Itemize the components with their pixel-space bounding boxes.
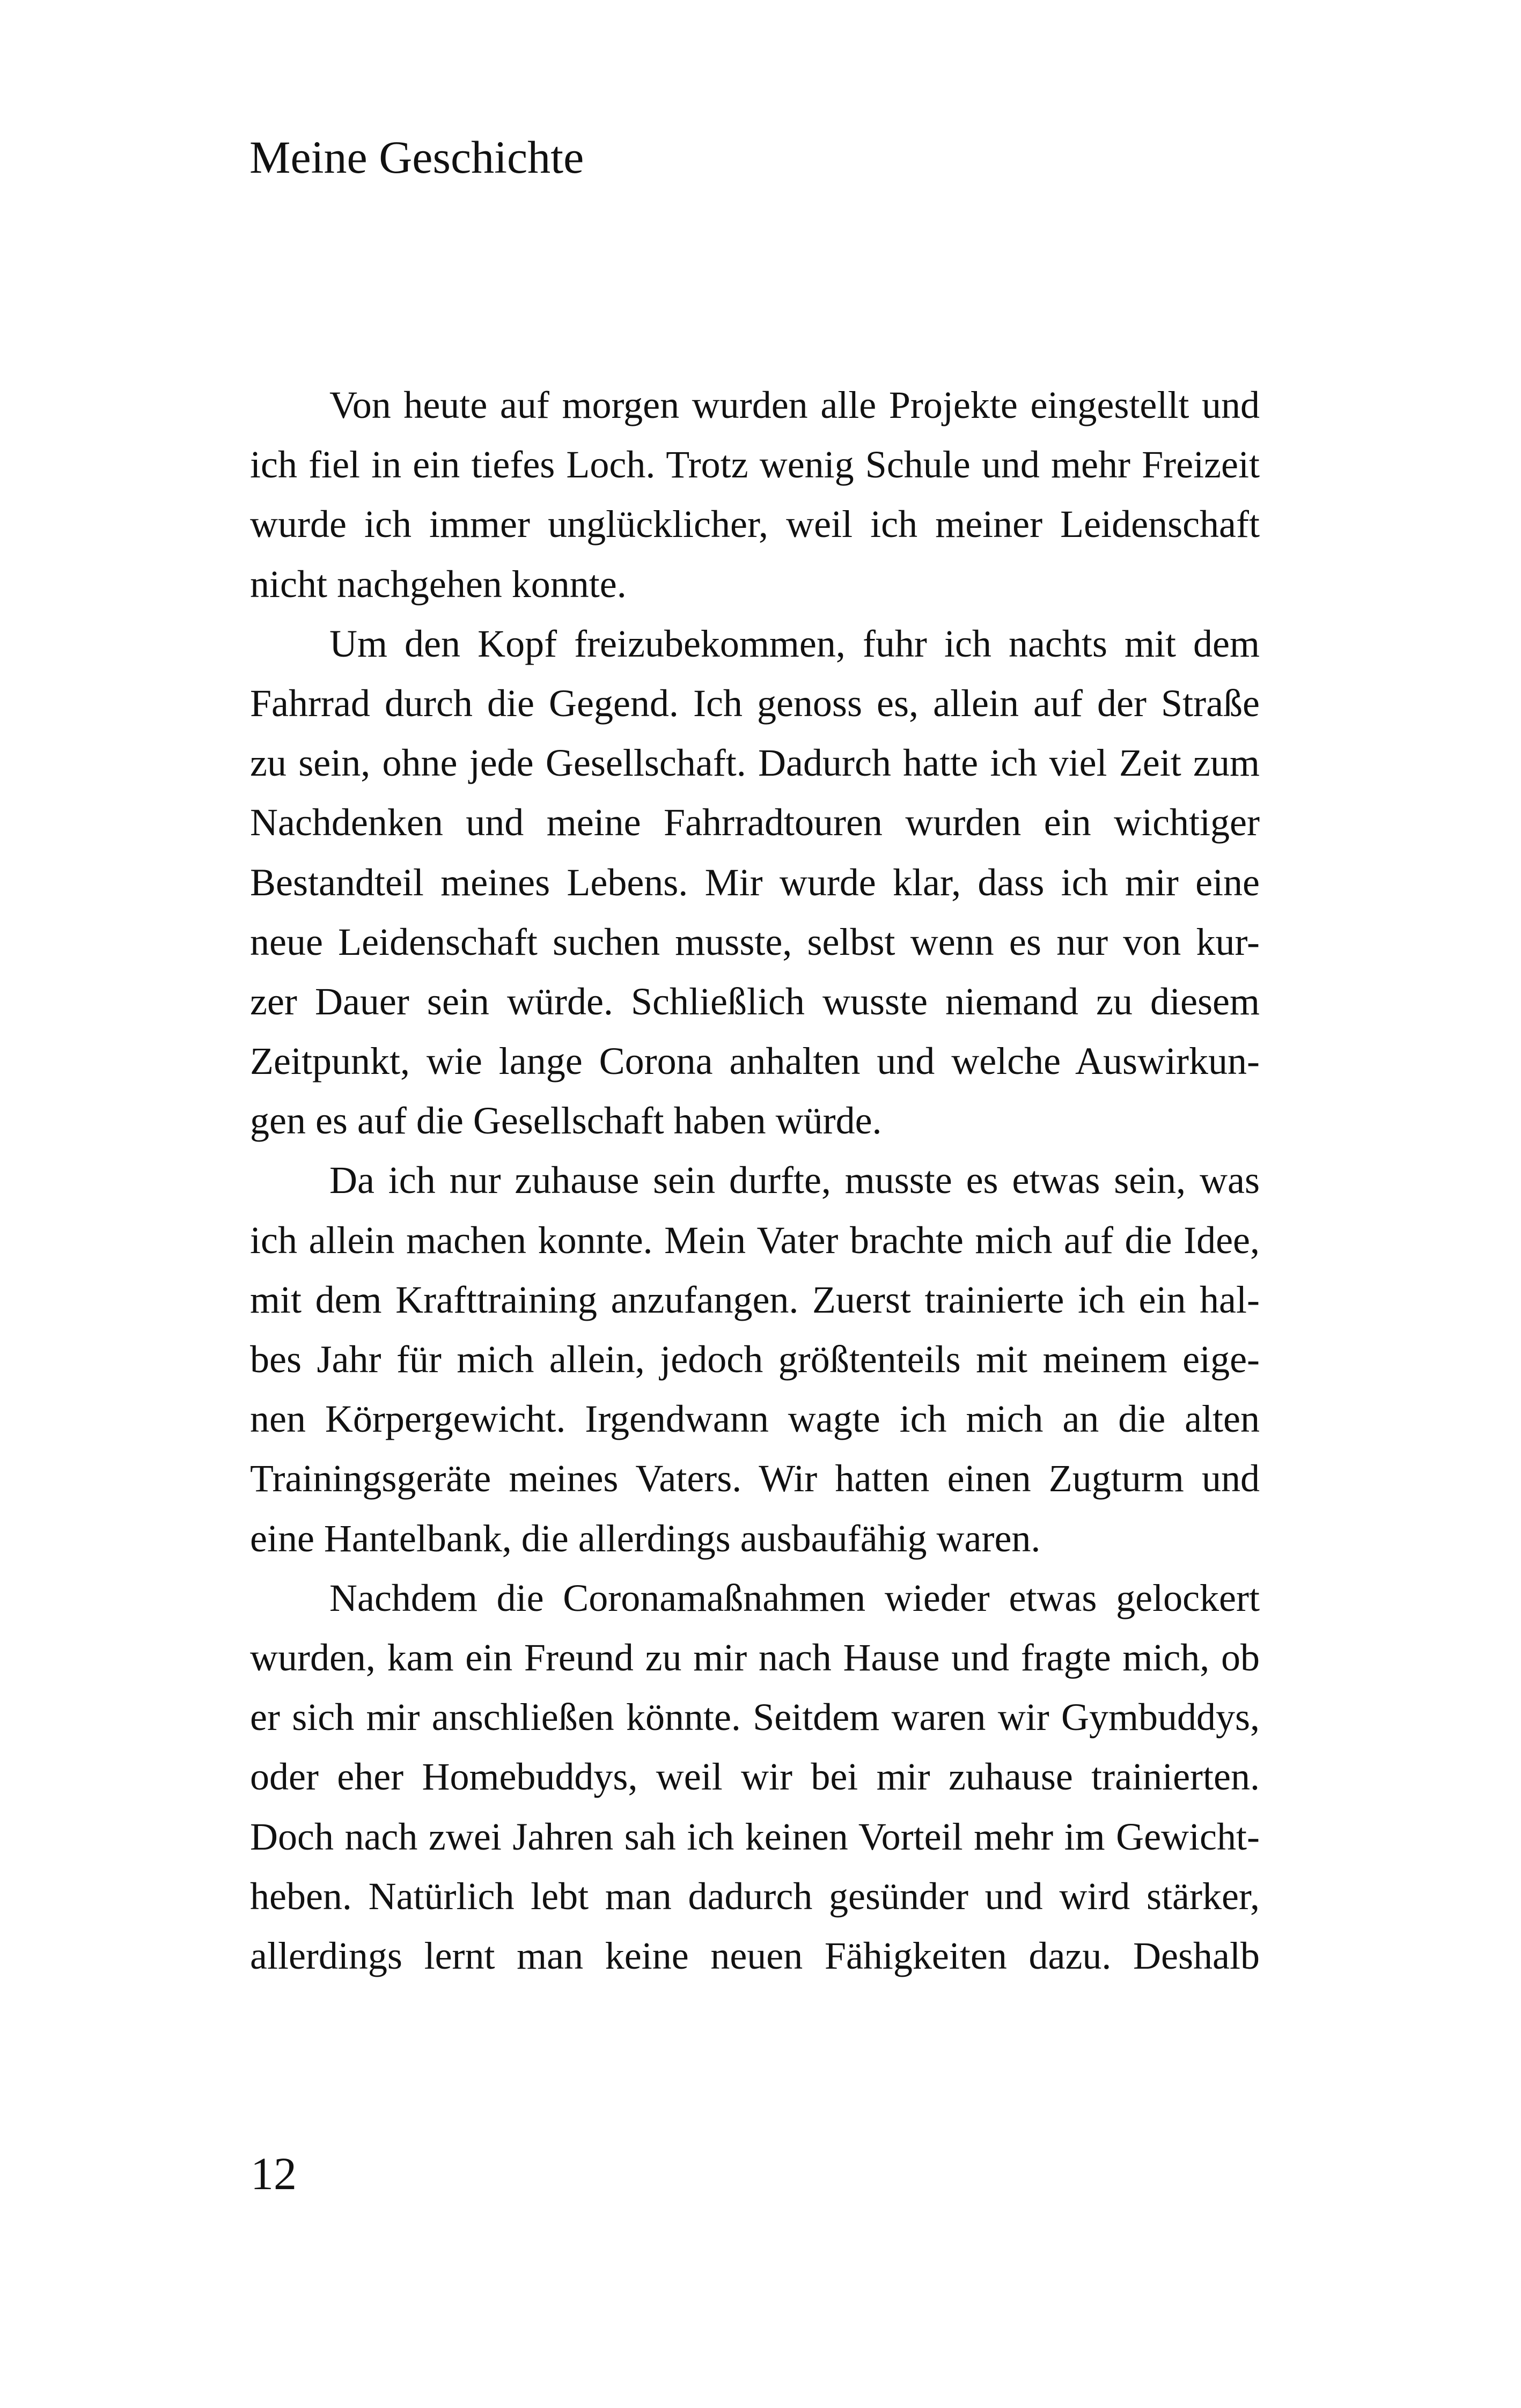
body-text [250, 375, 1260, 1986]
text-line: neue Leidenschaft suchen musste, selbst wenn es nur von kur- [250, 920, 1260, 963]
text-line: Nachdem die Coronamaßnahmen wieder etwas gelockert [329, 1576, 1260, 1619]
text-line: wurden, kam ein Freund zu mir nach Hause und fragte mich, ob [250, 1636, 1260, 1679]
text-line: Von heute auf morgen wurden alle Projekte eingestellt und [329, 384, 1260, 426]
text-line: heben. Natürlich lebt man dadurch gesünder und wird stärker, [250, 1874, 1260, 1918]
text-line: Da ich nur zuhause sein durfte, musste es etwas sein, was [329, 1159, 1260, 1202]
text-line: zu sein, ohne jede Gesellschaft. Dadurch hatte ich viel Zeit zum [250, 741, 1260, 785]
text-line: Trainingsgeräte meines Vaters. Wir hatten einen Zugturm und [250, 1457, 1260, 1500]
text-line: Zeitpunkt, wie lange Corona anhalten und welche Auswirkun- [250, 1040, 1260, 1083]
text-line: ich allein machen konnte. Mein Vater brachte mich auf die Idee, [250, 1218, 1260, 1262]
text-line: mit dem Krafttraining anzufangen. Zuerst trainierte ich ein hal- [250, 1278, 1260, 1321]
text-line: gen es auf die Gesellschaft haben würde. [250, 1099, 882, 1143]
text-line: bes Jahr für mich allein, jedoch größtenteils mit meinem eige- [250, 1338, 1260, 1381]
text-line: eine Hantelbank, die allerdings ausbaufähig waren. [250, 1516, 1041, 1560]
text-line: Bestandteil meines Lebens. Mir wurde klar, dass ich mir eine [250, 860, 1260, 904]
text-line: Nachdenken und meine Fahrradtouren wurden ein wichtiger [250, 801, 1260, 844]
text-line: ich fiel in ein tiefes Loch. Trotz wenig Schule und mehr Freizeit [250, 443, 1260, 487]
text-line: er sich mir anschließen könnte. Seitdem waren wir Gymbuddys, [250, 1696, 1260, 1739]
text-line: Doch nach zwei Jahren sah ich keinen Vorteil mehr im Gewicht- [250, 1815, 1260, 1858]
text-line: allerdings lernt man keine neuen Fähigkeiten dazu. Deshalb [250, 1934, 1260, 1977]
text-line: Fahrrad durch die Gegend. Ich genoss es, allein auf der Straße [250, 681, 1260, 725]
text-line: nen Körpergewicht. Irgendwann wagte ich mich an die alten [250, 1397, 1260, 1441]
page-number: 12 [251, 2148, 297, 2199]
text-line: oder eher Homebuddys, weil wir bei mir zuhause trainierten. [250, 1755, 1260, 1799]
text-line: wurde ich immer unglücklicher, weil ich meiner Leidenschaft [250, 503, 1260, 546]
running-head: Meine Geschichte [249, 131, 584, 183]
text-line: Um den Kopf freizubekommen, fuhr ich nachts mit dem [329, 622, 1260, 665]
text-line: zer Dauer sein würde. Schließlich wusste niemand zu diesem [250, 980, 1260, 1023]
text-line: nicht nachgehen konnte. [250, 562, 627, 606]
